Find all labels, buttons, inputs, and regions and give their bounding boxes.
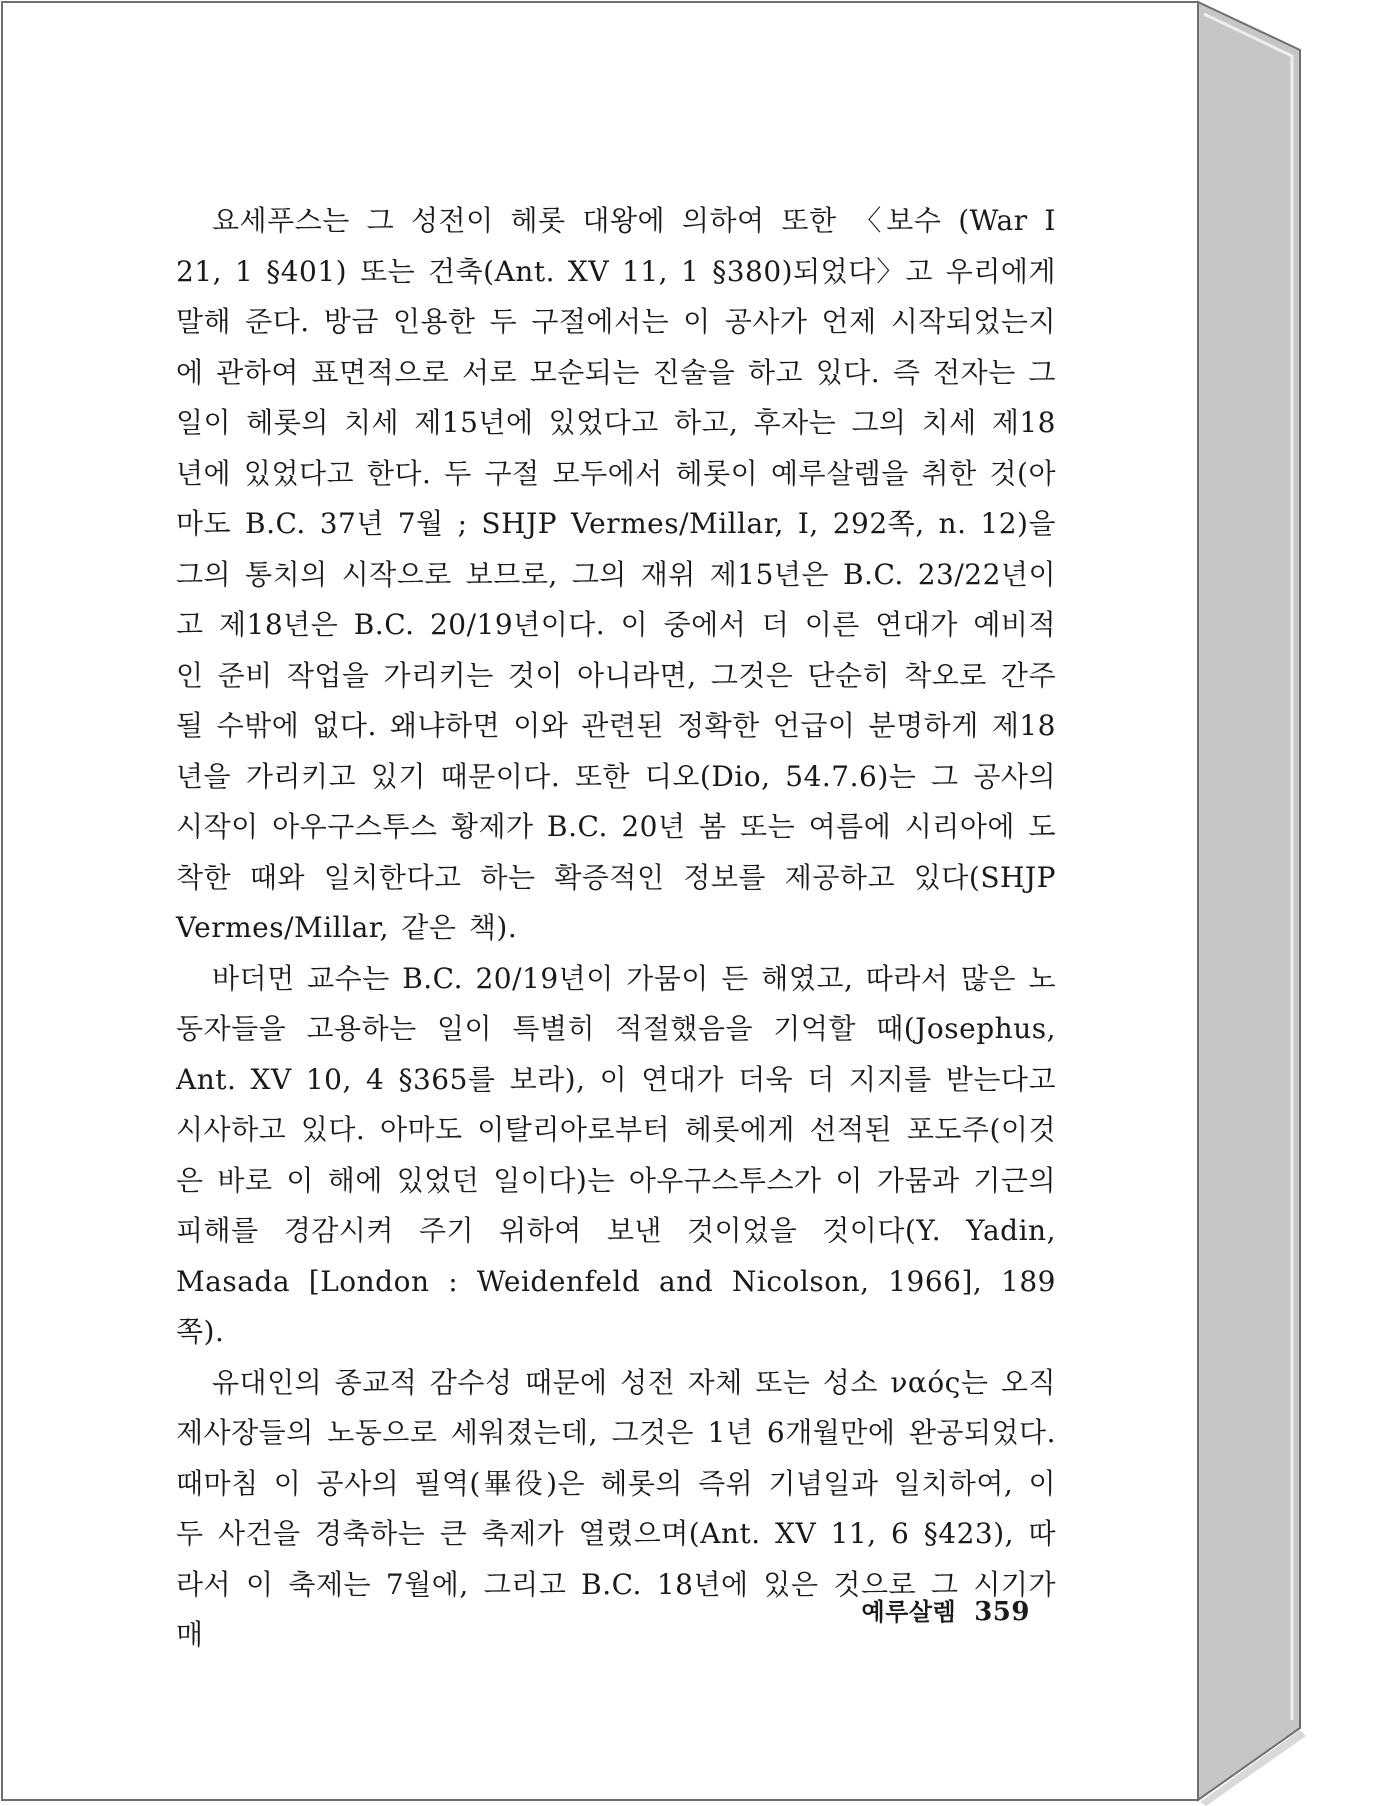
paragraph: 바더먼 교수는 B.C. 20/19년이 가뭄이 든 해였고, 따라서 많은 노동자들을 고용하는 일이 특별히 적절했음을 기억할 때(Josephus, Ant. XV 10, 4 §365를 보라), 이 연대가 더욱 더 지지를 받는다고 시사하고 있다. 아마도 이탈리아로부터 헤롯에게 선적된 포도주(이것은 바로 이 해에 있었던 일이다)는 아우구스투스가 이 가뭄과 기근의 피해를 경감시켜 주기 위하여 보낸 것이었을 것이다(Y. Yadin, Masada [London : Weidenfeld and Nicolson, 1966], 189쪽). xyxy=(176,961,1056,1348)
page-body xyxy=(176,196,1056,1661)
running-title: 예루살렘 xyxy=(861,1598,957,1626)
page-footer xyxy=(861,1592,1030,1627)
paragraph: 요세푸스는 그 성전이 헤롯 대왕에 의하여 또한 〈보수 (War I 21, 1 §401) 또는 건축(Ant. XV 11, 1 §380)되었다〉고 우리에게 말해 준다. 방금 인용한 두 구절에서는 이 공사가 언제 시작되었는지에 관하여 표면적으로 서로 모순되는 진술을 하고 있다. 즉 전자는 그 일이 헤롯의 치세 제15년에 있었다고 하고, 후자는 그의 치세 제18년에 있었다고 한다. 두 구절 모두에서 헤롯이 예루살렘을 취한 것(아마도 B.C. 37년 7월 ; SHJP Vermes/Millar, I, 292쪽, n. 12)을 그의 통치의 시작으로 보므로, 그의 재위 제15년은 B.C. 23/22년이고 제18년은 B.C. 20/19년이다. 이 중에서 더 이른 연대가 예비적인 준비 작업을 가리키는 것이 아니라면, 그것은 단순히 착오로 간주될 수밖에 없다. 왜냐하면 이와 관련된 정확한 언급이 분명하게 제18년을 가리키고 있기 때문이다. 또한 디오(Dio, 54.7.6)는 그 공사의 시작이 아우구스투스 황제가 B.C. 20년 봄 또는 여름에 시리아에 도착한 때와 일치한다고 하는 확증적인 정보를 제공하고 있다(SHJP Vermes/Millar, 같은 책). xyxy=(176,204,1056,944)
page-number: 359 xyxy=(974,1597,1030,1627)
paragraph: 유대인의 종교적 감수성 때문에 성전 자체 또는 성소 ναός는 오직 제사장들의 노동으로 세워졌는데, 그것은 1년 6개월만에 완공되었다. 때마침 이 공사의 필역(畢役)은 헤롯의 즉위 기념일과 일치하여, 이 두 사건을 경축하는 큰 축제가 열렸으며(Ant. XV 11, 6 §423), 따라서 이 축제는 7월에, 그리고 B.C. 18년에 있은 것으로 그 시기가 매 xyxy=(176,1365,1056,1651)
book-page-edges xyxy=(1198,2,1300,1800)
